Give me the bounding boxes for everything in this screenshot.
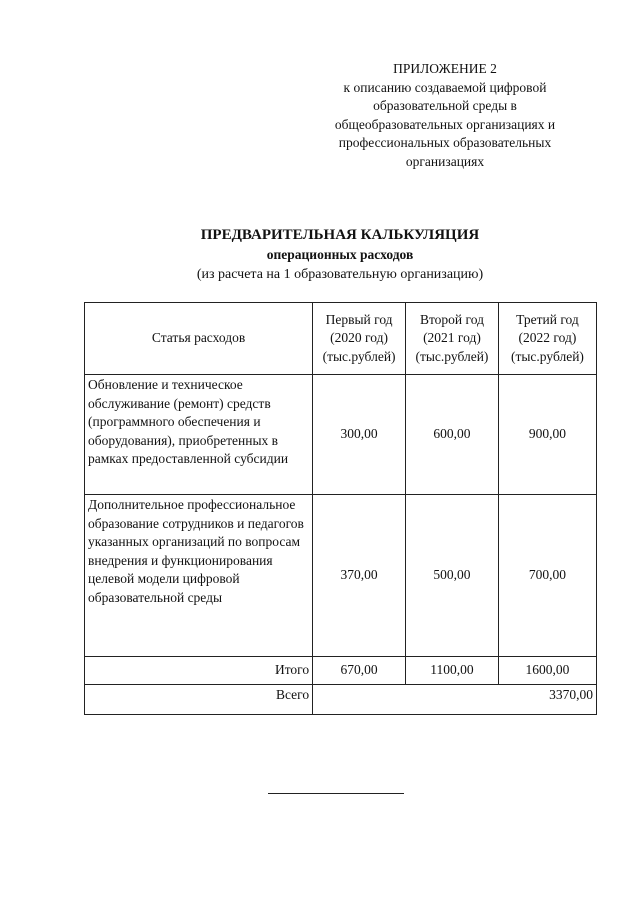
grand-total-row (85, 685, 597, 715)
appendix-header (300, 60, 590, 171)
total-year2: 1100,00 (406, 657, 499, 685)
appendix-line: организациях (405, 153, 485, 169)
header-year2-line: (2021 год) (423, 330, 481, 346)
total-row (85, 657, 597, 685)
header-year1-line: Первый год (325, 311, 393, 327)
total-year1: 670,00 (313, 657, 406, 685)
expense-item-cell: Дополнительное профессиональное образование сотрудников и педагогов указанных организаций по вопросам внедрения и функционирования целевой модели цифровой образовательной среды (85, 495, 313, 657)
year2-value-cell: 500,00 (406, 495, 499, 657)
header-item: Статья расходов (85, 303, 313, 375)
grand-total-value: 3370,00 (313, 685, 597, 715)
appendix-title: ПРИЛОЖЕНИЕ 2 (393, 61, 497, 76)
document-subtitle: операционных расходов (266, 247, 414, 262)
header-year2-line: Второй год (419, 311, 484, 327)
footer-divider (268, 793, 404, 794)
year3-value-cell: 900,00 (498, 375, 596, 495)
header-year1 (313, 303, 406, 375)
year1-value-cell: 370,00 (313, 495, 406, 657)
year3-value-cell: 700,00 (498, 495, 596, 657)
header-year3-line: (2022 год) (518, 330, 577, 346)
appendix-line: образовательной среды в (373, 98, 517, 113)
header-year3-line: (тыс.рублей) (510, 348, 584, 364)
total-label: Итого (85, 657, 313, 685)
appendix-line: к описанию создаваемой цифровой (343, 79, 547, 95)
grand-total-label: Всего (85, 685, 313, 715)
table-row (85, 375, 597, 495)
cost-table (84, 302, 597, 715)
header-year1-line: (тыс.рублей) (322, 348, 396, 364)
header-year2 (406, 303, 499, 375)
appendix-line: профессиональных образовательных (338, 135, 552, 150)
expense-item-cell: Обновление и техническое обслуживание (ремонт) средств (программного обеспечения и оборудования), приобретенных в рамках предоставленной субсидии (85, 375, 313, 495)
document-note: (из расчета на 1 образовательную организацию) (196, 267, 484, 282)
appendix-line: общеобразовательных организациях и (334, 116, 556, 132)
document-title: ПРЕДВАРИТЕЛЬНАЯ КАЛЬКУЛЯЦИЯ (200, 227, 480, 243)
header-year3-line: Третий год (516, 311, 579, 327)
header-year2-line: (тыс.рублей) (415, 348, 489, 364)
year1-value-cell: 300,00 (313, 375, 406, 495)
table-row (85, 495, 597, 657)
header-year1-line: (2020 год) (330, 330, 388, 346)
total-year3: 1600,00 (498, 657, 596, 685)
year2-value-cell: 600,00 (406, 375, 499, 495)
header-year3 (498, 303, 596, 375)
table-header-row (85, 303, 597, 375)
